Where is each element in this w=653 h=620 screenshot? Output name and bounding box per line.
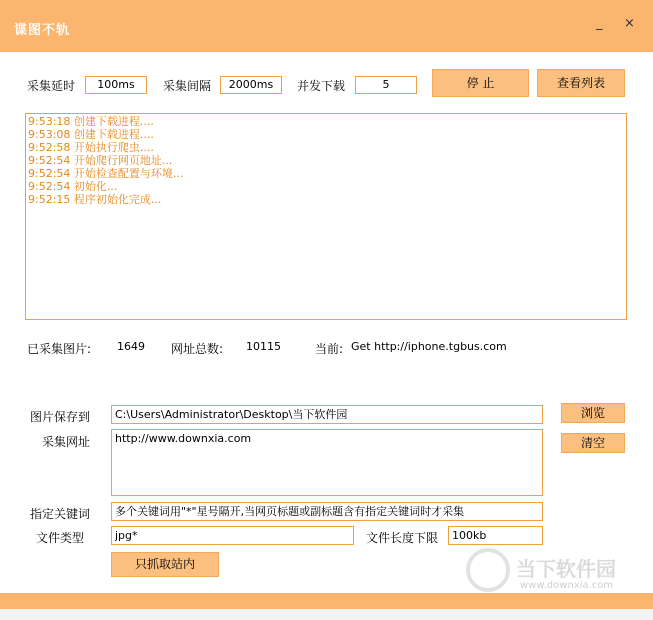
save-path-label: 图片保存到 (30, 410, 91, 424)
log-line: 9:52:58 开始执行爬虫.... (28, 141, 154, 154)
stop-button[interactable]: 停 止 (432, 69, 529, 97)
url-label: 采集网址 (42, 435, 91, 449)
log-line: 9:52:15 程序初始化完成... (28, 193, 162, 206)
watermark-logo-icon (466, 548, 510, 592)
current-label: 当前: (315, 342, 344, 356)
delay-label: 采集延时 (27, 79, 76, 93)
total-urls-value: 10115 (246, 340, 281, 353)
status-bar (0, 593, 653, 609)
interval-label: 采集间隔 (163, 79, 212, 93)
delay-input[interactable]: 100ms (85, 76, 147, 94)
collected-value: 1649 (117, 340, 145, 353)
total-urls-label: 网址总数: (171, 342, 224, 356)
browse-button[interactable]: 浏览 (561, 403, 625, 423)
window-title: 谍图不轨 (14, 23, 71, 38)
min-size-label: 文件长度下限 (366, 531, 439, 545)
log-line: 9:52:54 开始检查配置与环境... (28, 167, 184, 180)
watermark-text: 当下软件园 (516, 557, 616, 581)
log-line: 9:53:18 创建下载进程.... (28, 115, 154, 128)
site-only-button[interactable]: 只抓取站内 (111, 552, 219, 577)
clear-button[interactable]: 清空 (561, 433, 625, 453)
log-line: 9:53:08 创建下载进程.... (28, 128, 154, 141)
interval-input[interactable]: 2000ms (220, 76, 282, 94)
concurrency-label: 并发下载 (297, 79, 346, 93)
log-line: 9:52:54 初始化... (28, 180, 118, 193)
title-bar[interactable] (0, 0, 653, 52)
close-button[interactable]: × (624, 16, 635, 31)
watermark-url: www.downxia.com (520, 580, 614, 591)
filetype-label: 文件类型 (36, 531, 85, 545)
filetype-input[interactable]: jpg* (111, 526, 354, 545)
watermark (466, 548, 636, 598)
log-line: 9:52:54 开始爬行网页地址... (28, 154, 173, 167)
bottom-strip (0, 609, 653, 620)
url-textarea[interactable]: http://www.downxia.com (111, 429, 543, 496)
keyword-label: 指定关键词 (30, 507, 91, 521)
minimize-button[interactable]: _ (596, 16, 603, 31)
collected-label: 已采集图片: (27, 342, 92, 356)
save-path-input[interactable]: C:\Users\Administrator\Desktop\当下软件园 (111, 405, 543, 424)
view-list-button[interactable]: 查看列表 (537, 69, 625, 97)
min-size-input[interactable]: 100kb (448, 526, 543, 545)
concurrency-input[interactable]: 5 (355, 76, 417, 94)
log-textarea[interactable] (25, 113, 627, 320)
current-url: Get http://iphone.tgbus.com (351, 340, 507, 353)
keyword-input[interactable]: 多个关键词用"*"星号隔开,当网页标题或副标题含有指定关键词时才采集 (111, 502, 543, 521)
